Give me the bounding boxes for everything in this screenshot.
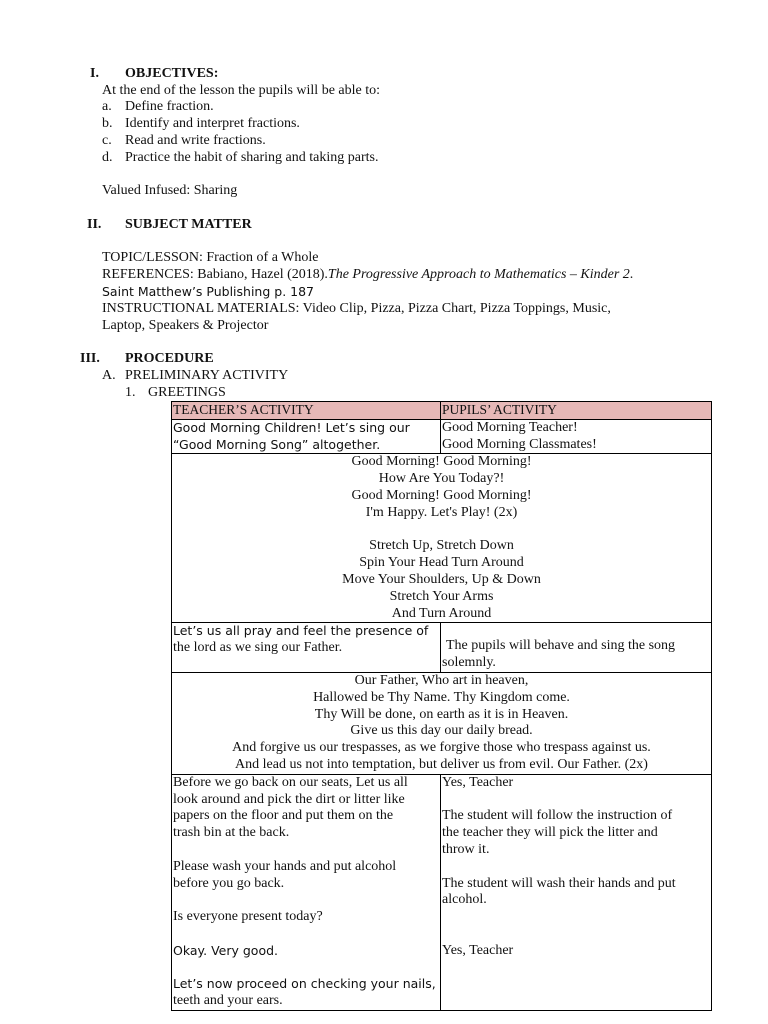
table-row xyxy=(172,774,712,1010)
teacher-line: papers on the floor and put them on the xyxy=(173,808,394,824)
materials-line-2: Laptop, Speakers & Projector xyxy=(102,318,269,333)
objective-item: Define fraction. xyxy=(125,99,214,114)
objective-item: Read and write fractions. xyxy=(125,133,266,148)
prayer-line: Our Father, Who art in heaven, xyxy=(354,672,529,688)
line-gap xyxy=(173,842,439,859)
teacher-line: Before we go back on our seats, Let us all xyxy=(173,774,408,790)
pupils-cell xyxy=(441,623,712,673)
line-gap xyxy=(442,792,710,809)
publisher-line: Saint Matthew’s Publishing p. 187 xyxy=(102,284,315,299)
topic-line: TOPIC/LESSON: Fraction of a Whole xyxy=(102,250,319,265)
teacher-line: Please wash your hands and put alcohol xyxy=(173,858,397,874)
teacher-line: trash bin at the back. xyxy=(173,825,290,841)
objectives-intro: At the end of the lesson the pupils will be able to: xyxy=(102,83,381,98)
objectives-numeral: I. xyxy=(90,66,99,81)
lyric-line: Move Your Shoulders, Up & Down xyxy=(342,571,541,587)
references-prefix: REFERENCES: Babiano, Hazel (2018). xyxy=(102,267,328,282)
teacher-line: Good Morning Children! Let’s sing our xyxy=(173,419,410,435)
lyric-line: I'm Happy. Let's Play! (2x) xyxy=(365,504,518,520)
prayer-line: Thy Will be done, on earth as it is in Heaven. xyxy=(314,706,569,722)
teacher-line: before you go back. xyxy=(173,875,285,891)
objective-marker: d. xyxy=(102,150,113,165)
table-row xyxy=(172,623,712,673)
teacher-line: the lord as we sing our Father. xyxy=(173,640,343,656)
teacher-line: “Good Morning Song” altogether. xyxy=(173,436,381,452)
subsection-marker: A. xyxy=(102,368,116,383)
step-marker: 1. xyxy=(125,385,136,400)
objective-marker: a. xyxy=(102,99,112,114)
teacher-line: Is everyone present today? xyxy=(173,909,323,925)
subject-numeral: II. xyxy=(87,217,102,232)
objective-item: Identify and interpret fractions. xyxy=(125,116,300,131)
pupils-cell xyxy=(441,774,712,1010)
references-line xyxy=(102,266,633,283)
pupils-line: Yes, Teacher xyxy=(442,774,514,790)
lyric-line: How Are You Today?! xyxy=(378,471,505,487)
lyric-line: Good Morning! Good Morning! xyxy=(351,487,532,503)
procedure-heading: PROCEDURE xyxy=(125,351,214,366)
line-gap xyxy=(442,909,710,926)
line-gap xyxy=(442,926,710,943)
prayer-cell xyxy=(172,672,712,774)
pupils-line: solemnly. xyxy=(442,655,496,671)
line-gap xyxy=(173,926,439,943)
step-heading: GREETINGS xyxy=(148,385,226,400)
teacher-line: Okay. Very good. xyxy=(173,942,278,958)
line-gap xyxy=(173,960,439,977)
table-row xyxy=(172,419,712,454)
pupils-line: Good Morning Classmates! xyxy=(442,436,597,452)
pupils-cell xyxy=(441,419,712,454)
table-header-row xyxy=(172,402,712,420)
lyric-line: Good Morning! Good Morning! xyxy=(351,454,532,470)
lyric-line: Stretch Your Arms xyxy=(389,588,494,604)
pupils-line: Good Morning Teacher! xyxy=(442,419,578,435)
pupils-activity-header: PUPILS’ ACTIVITY xyxy=(441,402,712,420)
line-gap xyxy=(173,892,439,909)
teacher-cell xyxy=(172,623,441,673)
table-row xyxy=(172,454,712,623)
teacher-activity-header: TEACHER’S ACTIVITY xyxy=(172,402,441,420)
pupils-line: The student will follow the instruction of xyxy=(442,808,673,824)
value-infused: Valued Infused: Sharing xyxy=(102,183,238,198)
teacher-cell xyxy=(172,419,441,454)
pupils-line: The student will wash their hands and put xyxy=(442,875,676,891)
pupils-line: Yes, Teacher xyxy=(442,942,514,958)
teacher-line: look around and pick the dirt or litter like xyxy=(173,791,405,807)
prayer-line: Hallowed be Thy Name. Thy Kingdom come. xyxy=(313,689,570,705)
references-suffix: . xyxy=(629,267,634,282)
lyric-line: And Turn Around xyxy=(391,605,492,621)
prayer-line: And forgive us our trespasses, as we forgive those who trespass against us. xyxy=(232,740,651,756)
objective-item: Practice the habit of sharing and taking parts. xyxy=(125,150,379,165)
song-lyrics-cell xyxy=(172,454,712,623)
table-row xyxy=(172,672,712,774)
prayer-line: Give us this day our daily bread. xyxy=(350,723,533,739)
references-title: The Progressive Approach to Mathematics – Kinder 2 xyxy=(327,267,630,282)
teacher-cell xyxy=(172,774,441,1010)
pupils-line: alcohol. xyxy=(442,892,487,908)
subject-heading: SUBJECT MATTER xyxy=(125,217,252,232)
pupils-line: throw it. xyxy=(442,841,490,857)
prayer-line: And lead us not into temptation, but deliver us from evil. Our Father. (2x) xyxy=(235,756,648,772)
teacher-line: teeth and your ears. xyxy=(173,993,283,1009)
lyric-gap xyxy=(173,522,710,539)
line-gap xyxy=(442,859,710,876)
teacher-line: Let’s us all pray and feel the presence of xyxy=(173,623,429,639)
materials-line-1: INSTRUCTIONAL MATERIALS: Video Clip, Pizza, Pizza Chart, Pizza Toppings, Music, xyxy=(102,301,611,316)
pupils-line: the teacher they will pick the litter and xyxy=(442,825,658,841)
objective-marker: b. xyxy=(102,116,113,131)
lyric-line: Spin Your Head Turn Around xyxy=(359,555,524,571)
activity-table xyxy=(171,401,712,1011)
procedure-numeral: III. xyxy=(80,351,100,366)
objective-marker: c. xyxy=(102,133,112,148)
objectives-heading: OBJECTIVES: xyxy=(125,66,219,81)
lyric-line: Stretch Up, Stretch Down xyxy=(369,538,514,554)
pupils-line: The pupils will behave and sing the song xyxy=(446,638,676,654)
subsection-heading: PRELIMINARY ACTIVITY xyxy=(125,368,289,383)
teacher-line: Let’s now proceed on checking your nails, xyxy=(173,976,436,992)
